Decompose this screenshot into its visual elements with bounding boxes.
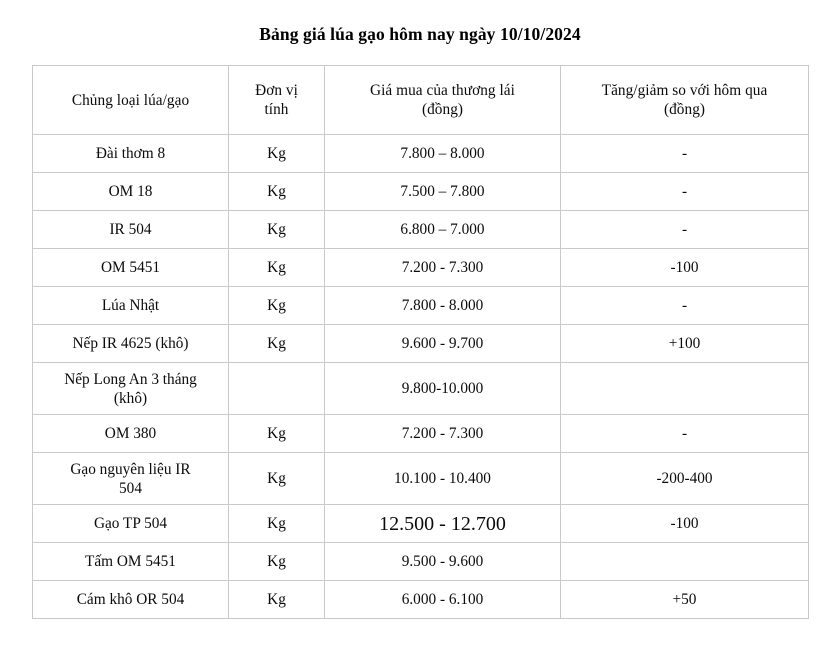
table-row (33, 287, 809, 325)
cell-unit: Kg (229, 211, 325, 249)
cell-price: 7.200 - 7.300 (325, 249, 561, 287)
table-row (33, 173, 809, 211)
table-row (33, 505, 809, 543)
price-table-container (32, 65, 808, 619)
cell-unit: Kg (229, 249, 325, 287)
cell-delta: - (561, 211, 809, 249)
table-row (33, 581, 809, 619)
rice-price-table (32, 65, 809, 619)
cell-name: Cám khô OR 504 (33, 581, 229, 619)
cell-name (33, 363, 229, 415)
cell-name: Tấm OM 5451 (33, 543, 229, 581)
column-header-price-line1: Giá mua của thương lái (370, 82, 515, 99)
cell-unit: Kg (229, 135, 325, 173)
table-row (33, 325, 809, 363)
column-header-unit-line2: tính (264, 101, 289, 118)
cell-name: Đài thơm 8 (33, 135, 229, 173)
cell-unit: Kg (229, 505, 325, 543)
cell-unit: Kg (229, 287, 325, 325)
column-header-unit (229, 66, 325, 135)
table-row (33, 135, 809, 173)
table-body (33, 135, 809, 619)
cell-name-line2: (khô) (113, 389, 148, 407)
cell-delta (561, 363, 809, 415)
cell-name (33, 453, 229, 505)
cell-delta: -100 (561, 505, 809, 543)
cell-unit: Kg (229, 415, 325, 453)
cell-name: IR 504 (33, 211, 229, 249)
column-header-price (325, 66, 561, 135)
cell-unit (229, 363, 325, 415)
cell-unit: Kg (229, 543, 325, 581)
table-row (33, 211, 809, 249)
cell-unit: Kg (229, 173, 325, 211)
cell-price: 12.500 - 12.700 (325, 505, 561, 543)
cell-name-line1: Nếp Long An 3 tháng (64, 370, 197, 388)
cell-price: 9.800-10.000 (325, 363, 561, 415)
cell-unit: Kg (229, 325, 325, 363)
cell-price: 10.100 - 10.400 (325, 453, 561, 505)
cell-unit: Kg (229, 453, 325, 505)
column-header-name (33, 66, 229, 135)
cell-price: 9.500 - 9.600 (325, 543, 561, 581)
table-row (33, 249, 809, 287)
cell-name-line1: Gạo nguyên liệu IR (70, 460, 191, 478)
cell-delta: +50 (561, 581, 809, 619)
cell-price: 7.500 – 7.800 (325, 173, 561, 211)
cell-delta: - (561, 287, 809, 325)
cell-delta: - (561, 415, 809, 453)
cell-delta: - (561, 135, 809, 173)
column-header-delta-line1: Tăng/giảm so với hôm qua (601, 82, 768, 99)
cell-name: Nếp IR 4625 (khô) (33, 325, 229, 363)
cell-price: 7.800 – 8.000 (325, 135, 561, 173)
column-header-name-line1: Chủng loại lúa/gạo (71, 91, 190, 109)
cell-name: OM 380 (33, 415, 229, 453)
cell-name: OM 18 (33, 173, 229, 211)
cell-name: Lúa Nhật (33, 287, 229, 325)
column-header-price-line2: (đồng) (421, 101, 464, 118)
cell-name-line2: 504 (119, 479, 142, 497)
cell-delta (561, 543, 809, 581)
cell-price: 7.200 - 7.300 (325, 415, 561, 453)
cell-price: 6.800 – 7.000 (325, 211, 561, 249)
cell-name: Gạo TP 504 (33, 505, 229, 543)
cell-price: 7.800 - 8.000 (325, 287, 561, 325)
cell-price: 9.600 - 9.700 (325, 325, 561, 363)
cell-name: OM 5451 (33, 249, 229, 287)
column-header-delta-line2: (đồng) (663, 101, 706, 118)
column-header-delta (561, 66, 809, 135)
cell-delta: -200-400 (561, 453, 809, 505)
cell-delta: - (561, 173, 809, 211)
table-row (33, 453, 809, 505)
column-header-unit-line1: Đơn vị (255, 82, 298, 99)
cell-delta: +100 (561, 325, 809, 363)
table-row (33, 363, 809, 415)
table-row (33, 415, 809, 453)
cell-delta: -100 (561, 249, 809, 287)
page-title: Bảng giá lúa gạo hôm nay ngày 10/10/2024 (259, 24, 581, 44)
table-header (33, 66, 809, 135)
table-row (33, 543, 809, 581)
table-header-row (33, 66, 809, 135)
cell-unit: Kg (229, 581, 325, 619)
cell-price: 6.000 - 6.100 (325, 581, 561, 619)
